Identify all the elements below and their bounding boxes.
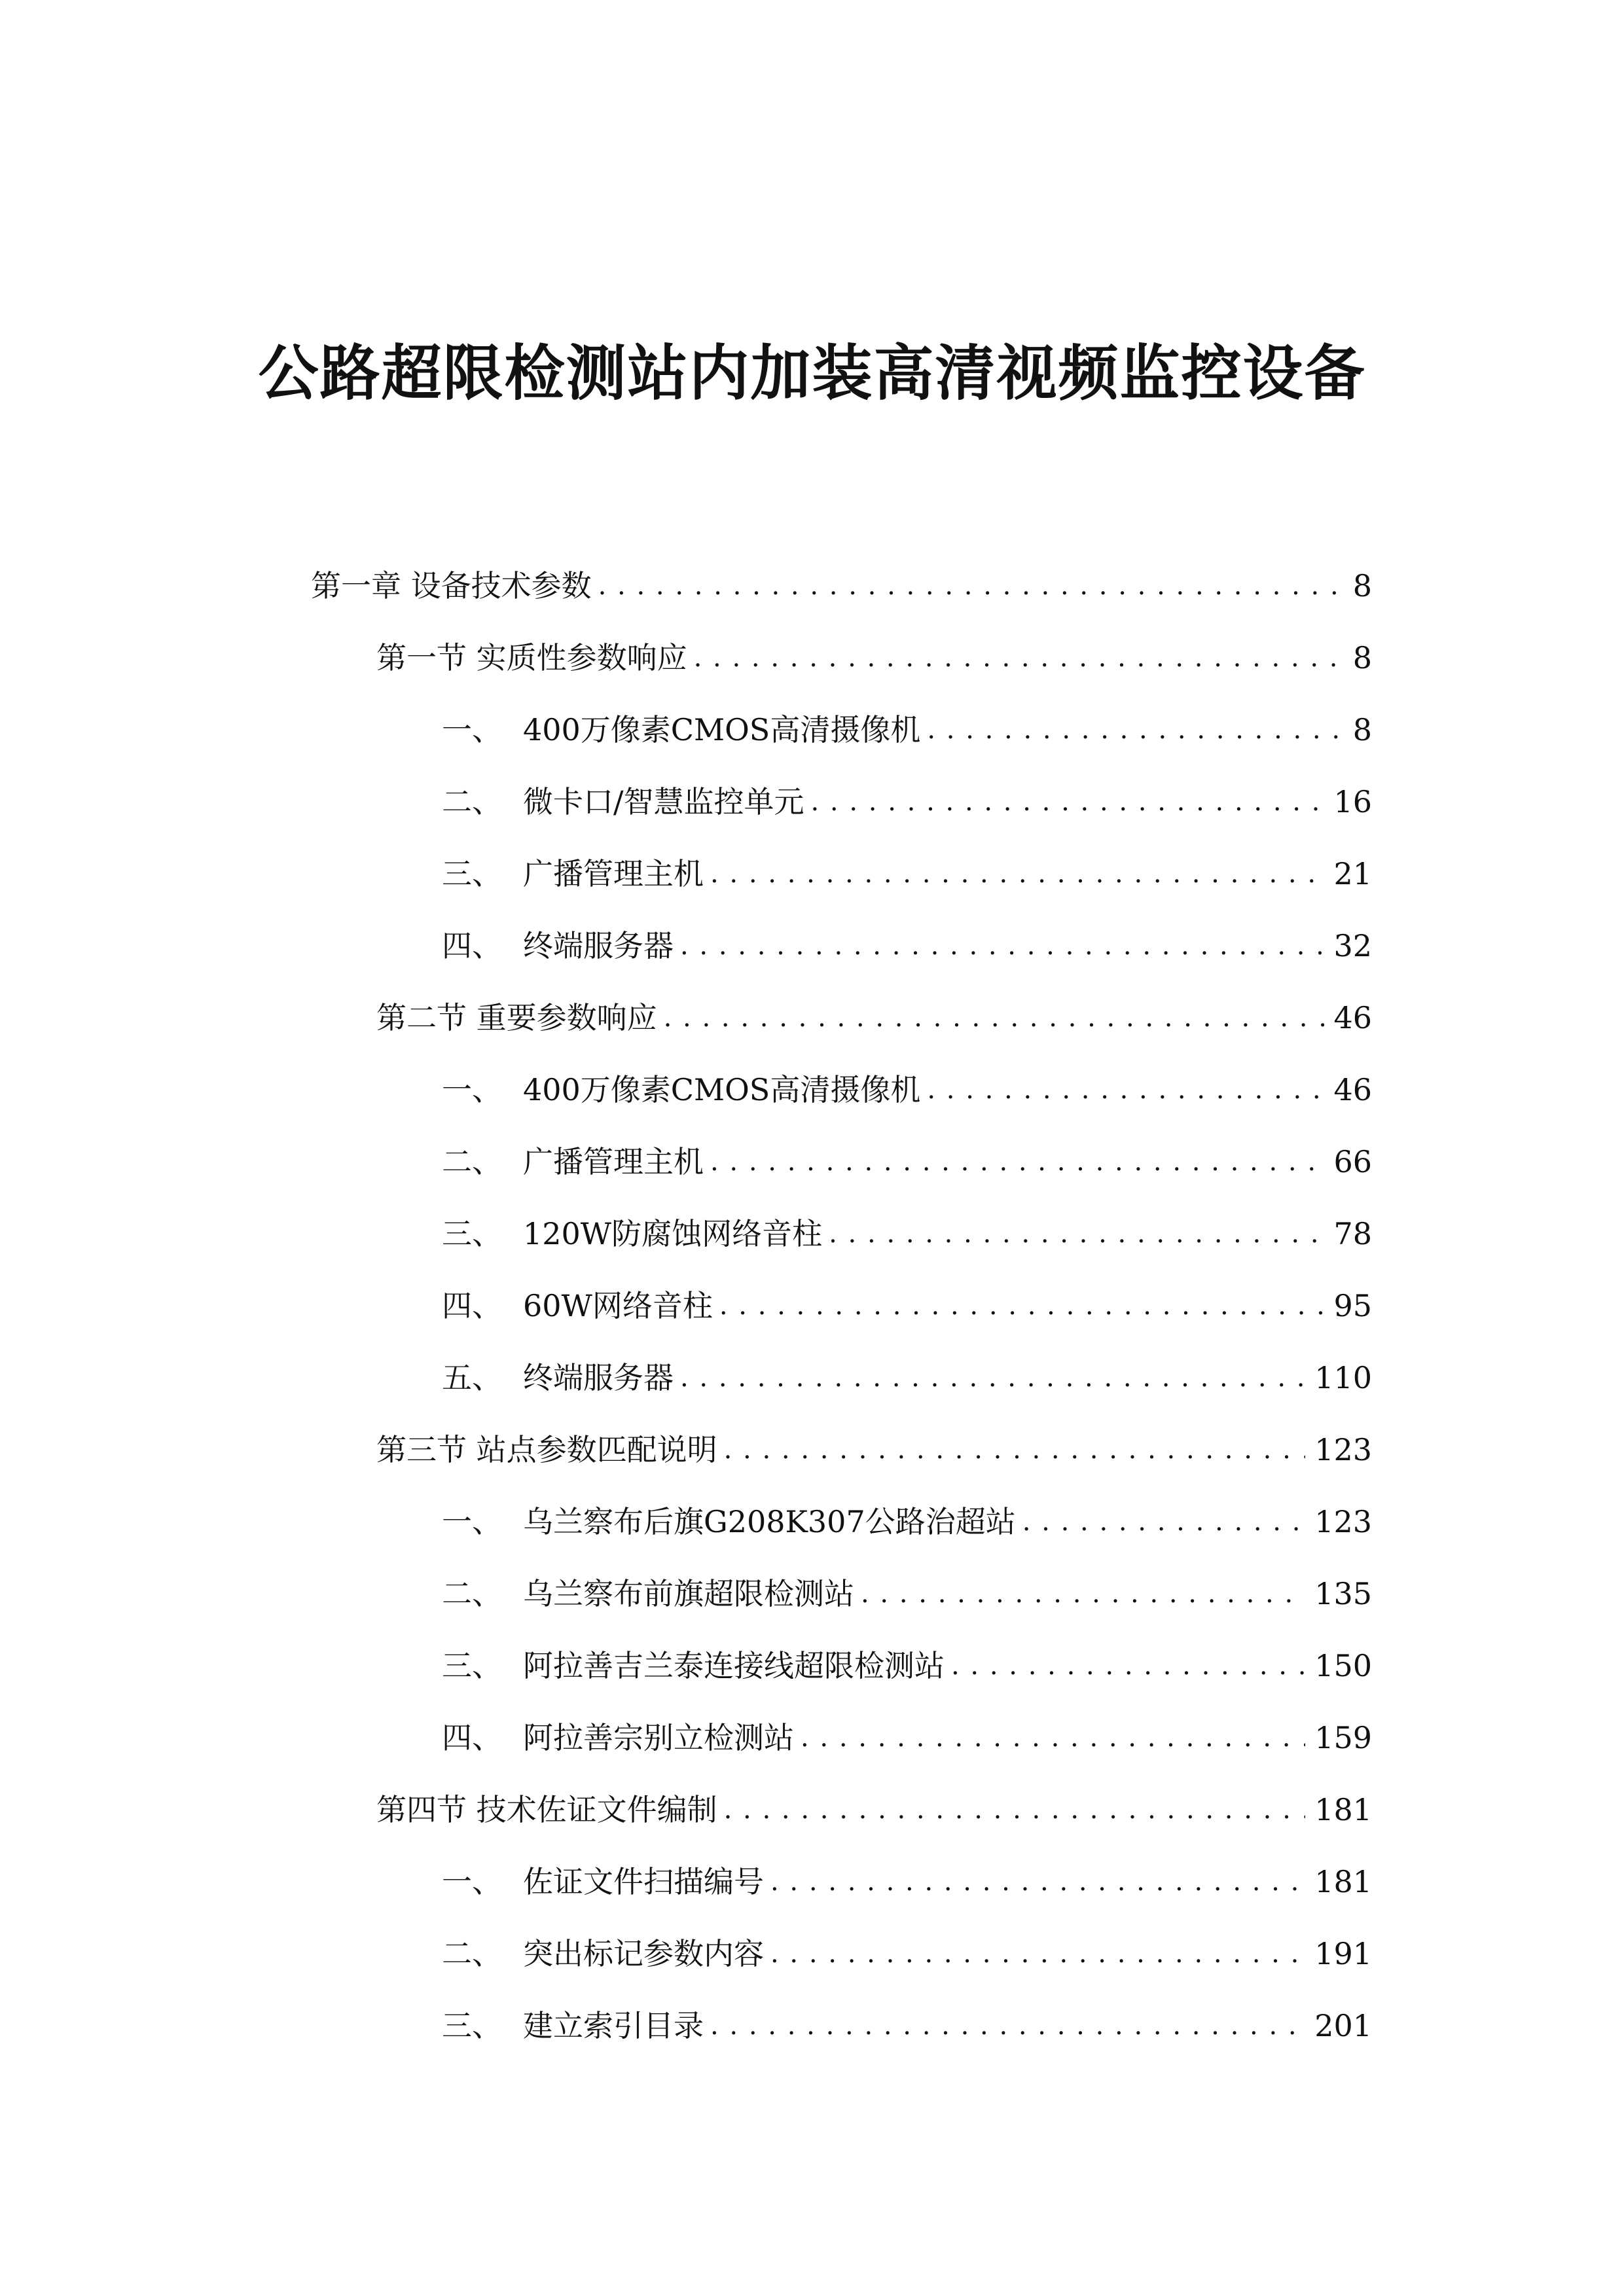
toc-entry-number: 五、 — [442, 1360, 502, 1395]
toc-entry-page-number: 16 — [1333, 784, 1372, 819]
toc-entry[interactable] — [0, 1630, 1372, 1702]
toc-entry-text: 第四节 技术佐证文件编制 — [376, 1792, 717, 1827]
toc-entry-text: 终端服务器 — [523, 1360, 674, 1395]
table-of-contents — [0, 550, 1624, 2062]
toc-dot-leader — [770, 1934, 1305, 1973]
toc-entry-page-number: 46 — [1333, 1000, 1372, 1035]
toc-entry-text: 120W防腐蚀网络音柱 — [523, 1216, 823, 1251]
toc-dot-leader — [927, 710, 1343, 749]
toc-dot-leader — [1022, 1502, 1305, 1541]
toc-entry-text: 终端服务器 — [523, 928, 674, 963]
toc-entry-page-number: 135 — [1314, 1576, 1372, 1611]
toc-entry-text: 第三节 站点参数匹配说明 — [376, 1432, 717, 1467]
toc-dot-leader — [710, 2006, 1305, 2045]
toc-entry-label — [442, 1934, 764, 1973]
toc-entry-text: 突出标记参数内容 — [523, 1936, 764, 1971]
toc-entry[interactable] — [0, 910, 1372, 982]
toc-entry-number: 三、 — [442, 1648, 502, 1683]
toc-entry[interactable] — [0, 1126, 1372, 1198]
toc-entry-label — [376, 1430, 717, 1469]
toc-entry-label — [442, 1286, 713, 1325]
toc-entry-label — [442, 854, 704, 893]
toc-entry-label — [376, 638, 687, 677]
toc-entry[interactable] — [0, 1558, 1372, 1630]
toc-entry-number: 二、 — [442, 1936, 502, 1971]
toc-dot-leader — [770, 1862, 1305, 1901]
toc-entry-page-number: 32 — [1333, 928, 1372, 963]
toc-entry[interactable] — [0, 1270, 1372, 1342]
toc-entry-page-number: 66 — [1333, 1144, 1372, 1179]
toc-entry-number: 三、 — [442, 2008, 502, 2043]
toc-entry-label — [442, 1646, 945, 1685]
toc-entry-text: 乌兰察布后旗G208K307公路治超站 — [523, 1504, 1016, 1539]
toc-entry-text: 广播管理主机 — [523, 856, 704, 891]
toc-entry-number: 四、 — [442, 1288, 502, 1323]
toc-entry-text: 乌兰察布前旗超限检测站 — [523, 1576, 854, 1611]
toc-entry-label — [442, 926, 674, 965]
toc-entry[interactable] — [0, 1918, 1372, 1990]
toc-entry-label — [311, 566, 592, 605]
toc-entry[interactable] — [0, 1486, 1372, 1558]
toc-entry-text: 第一节 实质性参数响应 — [376, 640, 687, 675]
toc-entry-label — [442, 710, 920, 749]
toc-entry[interactable] — [0, 838, 1372, 910]
toc-dot-leader — [724, 1790, 1306, 1829]
toc-entry-text: 第一章 设备技术参数 — [311, 568, 592, 603]
toc-entry[interactable] — [0, 1342, 1372, 1414]
toc-entry-page-number: 201 — [1314, 2008, 1372, 2043]
toc-entry-label — [442, 1574, 854, 1613]
toc-entry-page-number: 46 — [1333, 1072, 1372, 1107]
toc-entry-page-number: 181 — [1314, 1864, 1372, 1899]
toc-entry-page-number: 8 — [1352, 568, 1372, 603]
toc-dot-leader — [598, 566, 1343, 605]
toc-entry-label — [376, 998, 657, 1037]
toc-entry-text: 建立索引目录 — [523, 2008, 704, 2043]
toc-entry-text: 400万像素CMOS高清摄像机 — [523, 712, 921, 747]
toc-entry-label — [442, 1718, 794, 1757]
toc-entry-page-number: 8 — [1352, 640, 1372, 675]
toc-entry[interactable] — [0, 622, 1372, 694]
toc-dot-leader — [664, 998, 1325, 1037]
toc-dot-leader — [724, 1430, 1306, 1469]
toc-entry-page-number: 95 — [1333, 1288, 1372, 1323]
toc-entry-page-number: 78 — [1333, 1216, 1372, 1251]
toc-entry[interactable] — [0, 982, 1372, 1054]
toc-entry-label — [442, 1358, 674, 1397]
toc-entry-label — [376, 1790, 717, 1829]
toc-entry[interactable] — [0, 550, 1372, 622]
toc-entry-label — [442, 1862, 764, 1901]
toc-entry-number: 一、 — [442, 1072, 502, 1107]
toc-entry[interactable] — [0, 1702, 1372, 1774]
toc-entry-text: 60W网络音柱 — [523, 1288, 713, 1323]
toc-dot-leader — [801, 1718, 1305, 1757]
toc-entry-number: 四、 — [442, 1720, 502, 1755]
toc-dot-leader — [680, 926, 1324, 965]
toc-entry-text: 第二节 重要参数响应 — [376, 1000, 657, 1035]
toc-dot-leader — [861, 1574, 1305, 1613]
toc-dot-leader — [710, 854, 1324, 893]
toc-entry-text: 广播管理主机 — [523, 1144, 704, 1179]
toc-entry-label — [442, 1070, 920, 1109]
toc-entry-number: 三、 — [442, 856, 502, 891]
toc-dot-leader — [811, 782, 1325, 821]
toc-entry-page-number: 191 — [1314, 1936, 1372, 1971]
toc-dot-leader — [680, 1358, 1305, 1397]
toc-entry-number: 二、 — [442, 1144, 502, 1179]
toc-entry-text: 佐证文件扫描编号 — [523, 1864, 764, 1899]
toc-entry[interactable] — [0, 1054, 1372, 1126]
toc-entry-text: 阿拉善宗别立检测站 — [523, 1720, 794, 1755]
toc-entry-number: 一、 — [442, 712, 502, 747]
toc-entry-number: 三、 — [442, 1216, 502, 1251]
toc-entry-label — [442, 2006, 704, 2045]
toc-dot-leader — [927, 1070, 1324, 1109]
toc-dot-leader — [710, 1142, 1324, 1181]
toc-entry-number: 二、 — [442, 1576, 502, 1611]
toc-entry-page-number: 21 — [1333, 856, 1372, 891]
toc-dot-leader — [719, 1286, 1325, 1325]
toc-entry-label — [442, 782, 804, 821]
toc-dot-leader — [951, 1646, 1305, 1685]
toc-entry-page-number: 110 — [1314, 1360, 1372, 1395]
toc-entry-page-number: 159 — [1314, 1720, 1372, 1755]
toc-entry[interactable] — [0, 1846, 1372, 1918]
document-title: 公路超限检测站内加装高清视频监控设备 — [258, 338, 1366, 408]
toc-entry[interactable] — [0, 1198, 1372, 1270]
toc-entry-text: 阿拉善吉兰泰连接线超限检测站 — [523, 1648, 945, 1683]
toc-entry-label — [442, 1214, 822, 1253]
toc-entry[interactable] — [0, 694, 1372, 766]
toc-entry-text: 微卡口/智慧监控单元 — [523, 784, 804, 819]
toc-entry-page-number: 123 — [1314, 1432, 1372, 1467]
toc-dot-leader — [829, 1214, 1324, 1253]
toc-entry-page-number: 123 — [1314, 1504, 1372, 1539]
toc-entry-page-number: 8 — [1352, 712, 1372, 747]
toc-entry-number: 一、 — [442, 1504, 502, 1539]
toc-entry-number: 四、 — [442, 928, 502, 963]
toc-entry[interactable] — [0, 1774, 1372, 1846]
toc-entry-page-number: 150 — [1314, 1648, 1372, 1683]
toc-entry-page-number: 181 — [1314, 1792, 1372, 1827]
toc-dot-leader — [694, 638, 1343, 677]
toc-entry-number: 二、 — [442, 784, 502, 819]
toc-entry-label — [442, 1142, 704, 1181]
toc-entry-number: 一、 — [442, 1864, 502, 1899]
toc-entry-text: 400万像素CMOS高清摄像机 — [523, 1072, 921, 1107]
toc-entry[interactable] — [0, 766, 1372, 838]
toc-entry[interactable] — [0, 1990, 1372, 2062]
toc-entry-label — [442, 1502, 1016, 1541]
toc-entry[interactable] — [0, 1414, 1372, 1486]
